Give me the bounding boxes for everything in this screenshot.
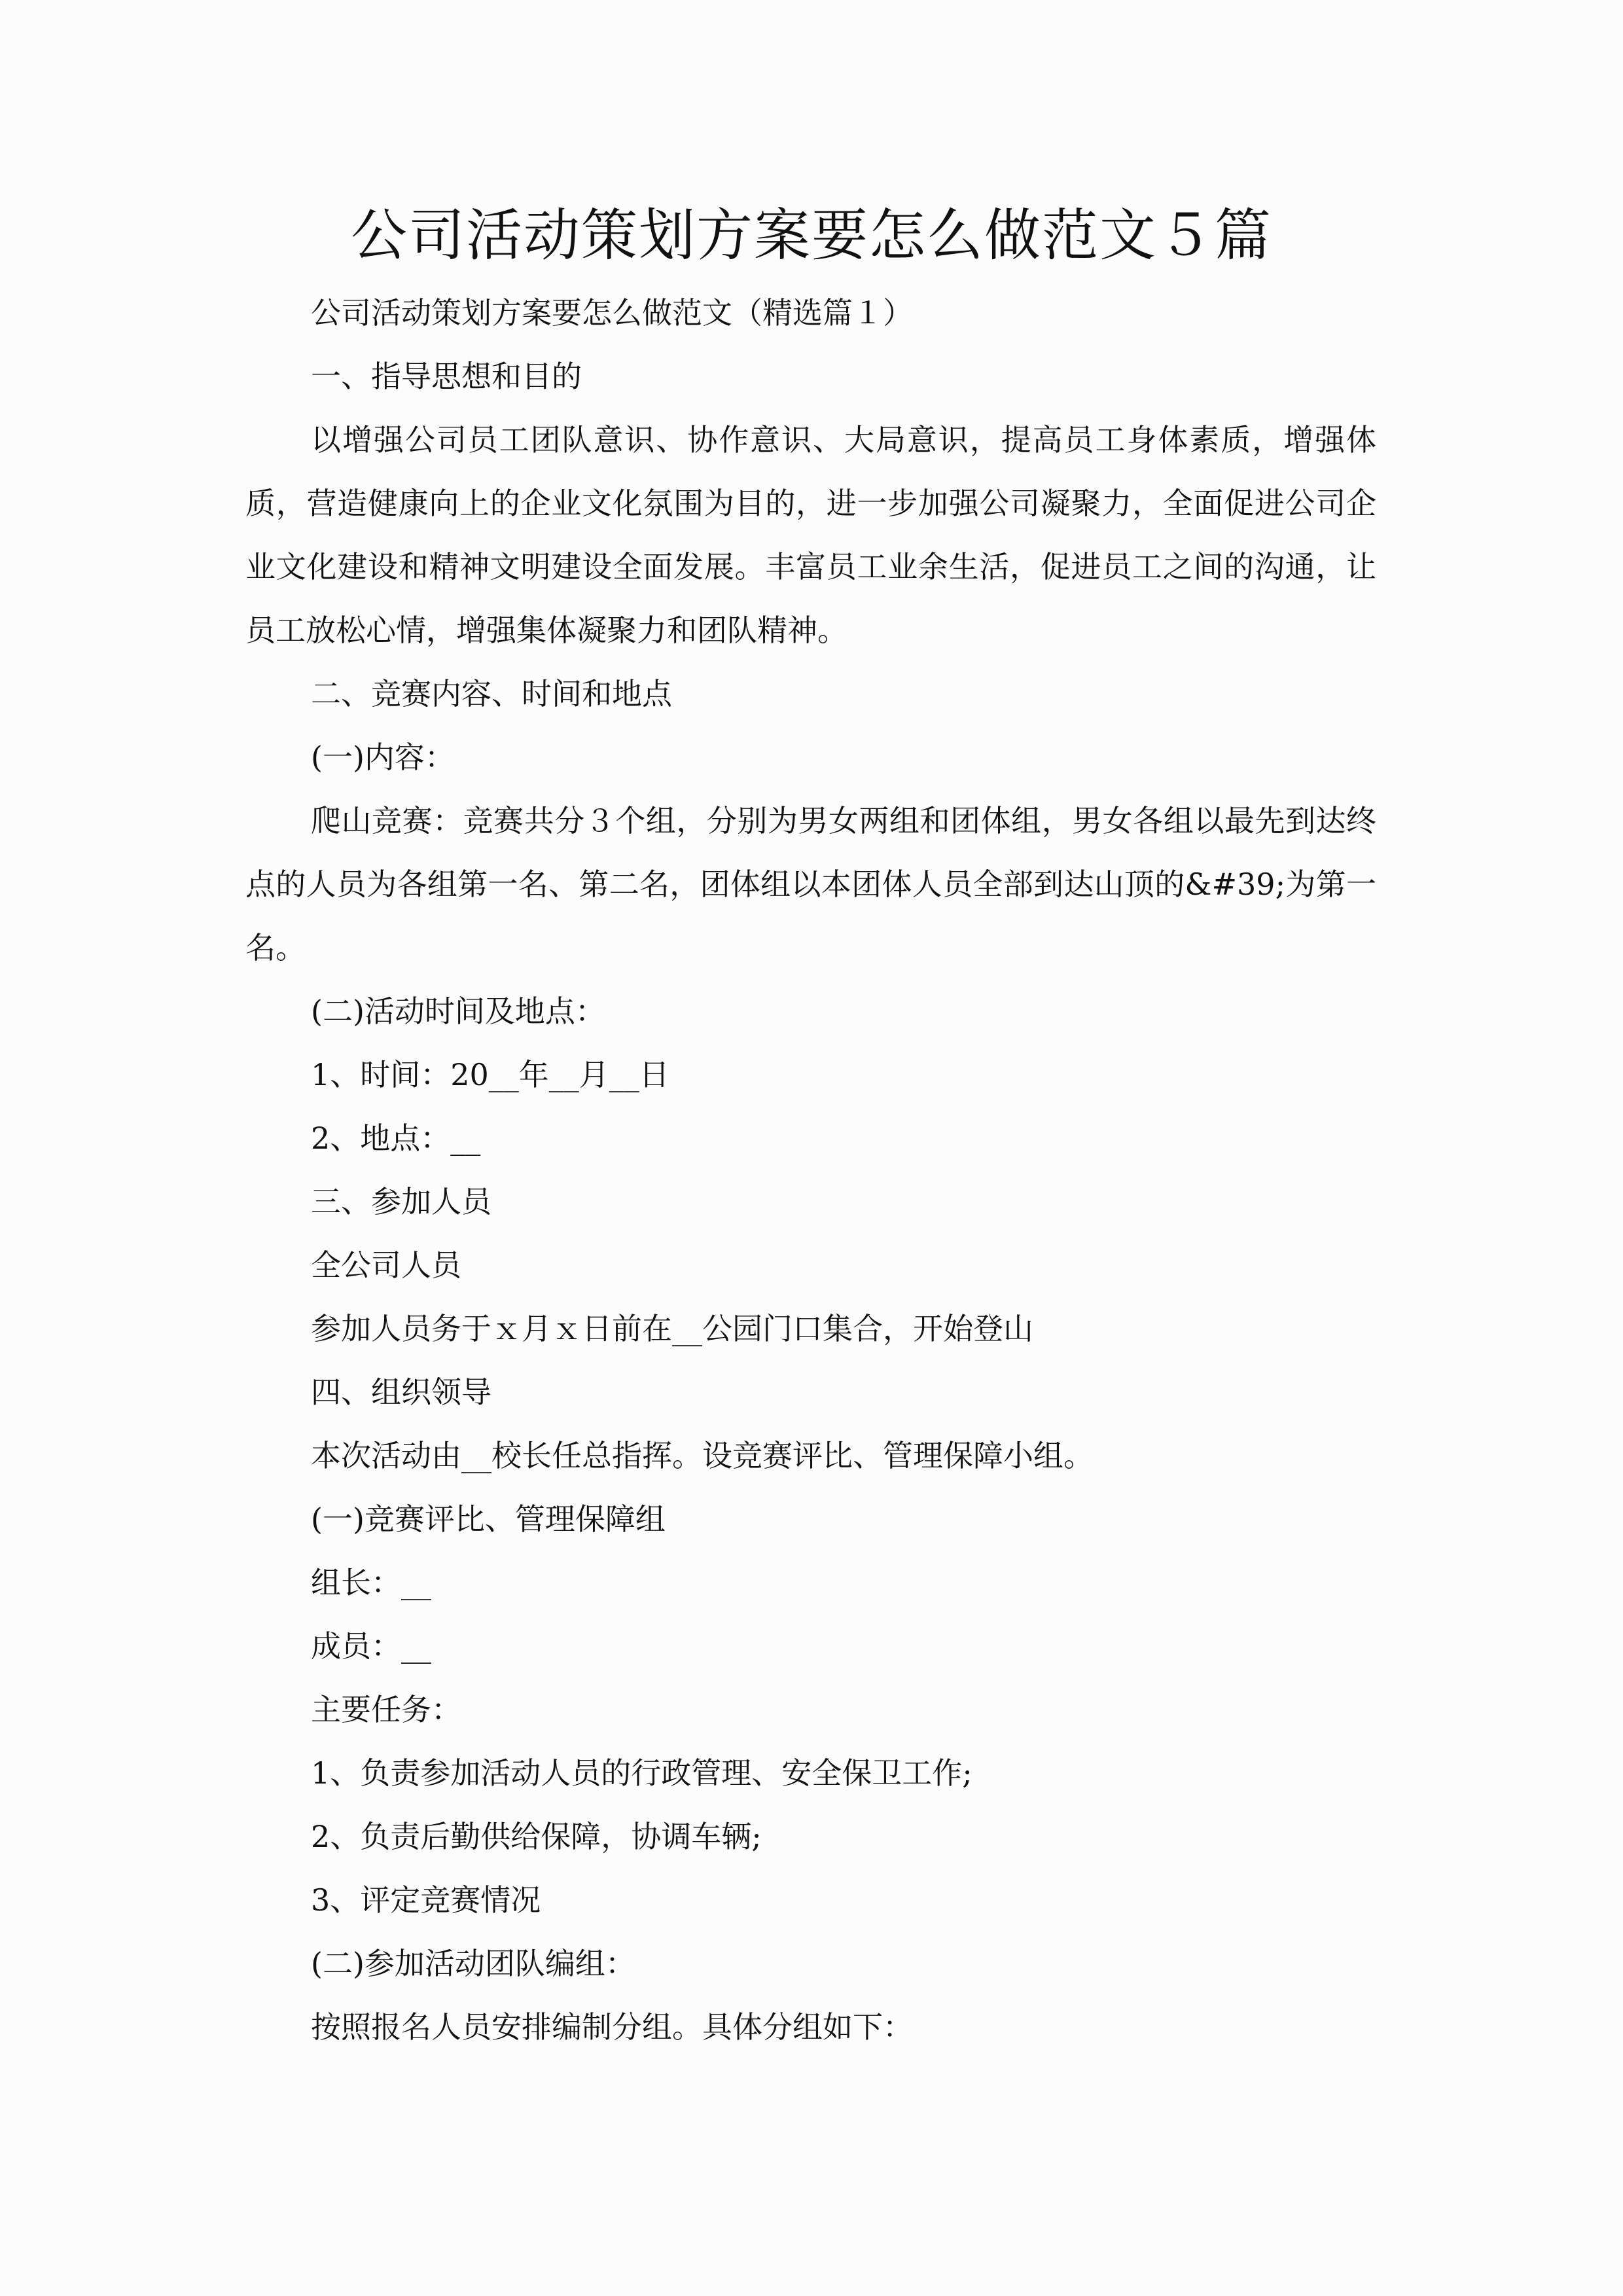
document-title: 公司活动策划方案要怎么做范文５篇 bbox=[351, 203, 1272, 268]
task-item-2: 2、负责后勤供给保障，协调车辆; bbox=[311, 1819, 762, 1854]
assembly-line: 参加人员务于ｘ月ｘ日前在__公园门口集合，开始登山 bbox=[311, 1311, 1033, 1346]
purpose-paragraph: 以增强公司员工团队意识、协作意识、大局意识，提高员工身体素质，增强体质，营造健康向上的企业文化氛围为目的，进一步加强公司凝聚力，全面促进公司企业文化建设和精神文明建设全面发展。丰富员工业余生活，促进员工之间的沟通，让员工放松心情，增强集体凝聚力和团队精神。 bbox=[245, 422, 1376, 648]
task-item-3: 3、评定竞赛情况 bbox=[311, 1882, 541, 1918]
group-leader-line: 组长：__ bbox=[311, 1565, 431, 1600]
climbing-contest-paragraph: 爬山竞赛：竞赛共分３个组，分别为男女两组和团体组，男女各组以最先到达终点的人员为各组第一名、第二名，团体组以本团体人员全部到达山顶的&#39;为第一名。 bbox=[245, 803, 1376, 965]
section-heading-1: 一、指导思想和目的 bbox=[311, 359, 582, 394]
section-heading-4: 四、组织领导 bbox=[311, 1374, 491, 1410]
grouping-line: 按照报名人员安排编制分组。具体分组如下： bbox=[311, 2009, 913, 2045]
subheading-judging-group: (一)竞赛评比、管理保障组 bbox=[311, 1501, 666, 1537]
subheading-team-grouping: (二)参加活动团队编组： bbox=[311, 1946, 635, 1981]
section-subtitle: 公司活动策划方案要怎么做范文（精选篇１） bbox=[311, 295, 913, 331]
place-line: 2、地点：__ bbox=[311, 1121, 481, 1156]
leadership-line: 本次活动由__校长任总指挥。设竞赛评比、管理保障小组。 bbox=[311, 1438, 1094, 1473]
main-tasks-label: 主要任务： bbox=[311, 1692, 461, 1727]
section-heading-3: 三、参加人员 bbox=[311, 1184, 491, 1219]
participants-line: 全公司人员 bbox=[311, 1247, 461, 1283]
time-line: 1、时间：20__年__月__日 bbox=[311, 1057, 669, 1092]
document-body bbox=[245, 281, 1376, 2059]
group-members-line: 成员：__ bbox=[311, 1628, 431, 1664]
subheading-content: (一)内容： bbox=[311, 740, 455, 775]
section-heading-2: 二、竞赛内容、时间和地点 bbox=[311, 676, 672, 711]
subheading-time-place: (二)活动时间及地点： bbox=[311, 994, 605, 1029]
task-item-1: 1、负责参加活动人员的行政管理、安全保卫工作; bbox=[311, 1755, 972, 1791]
